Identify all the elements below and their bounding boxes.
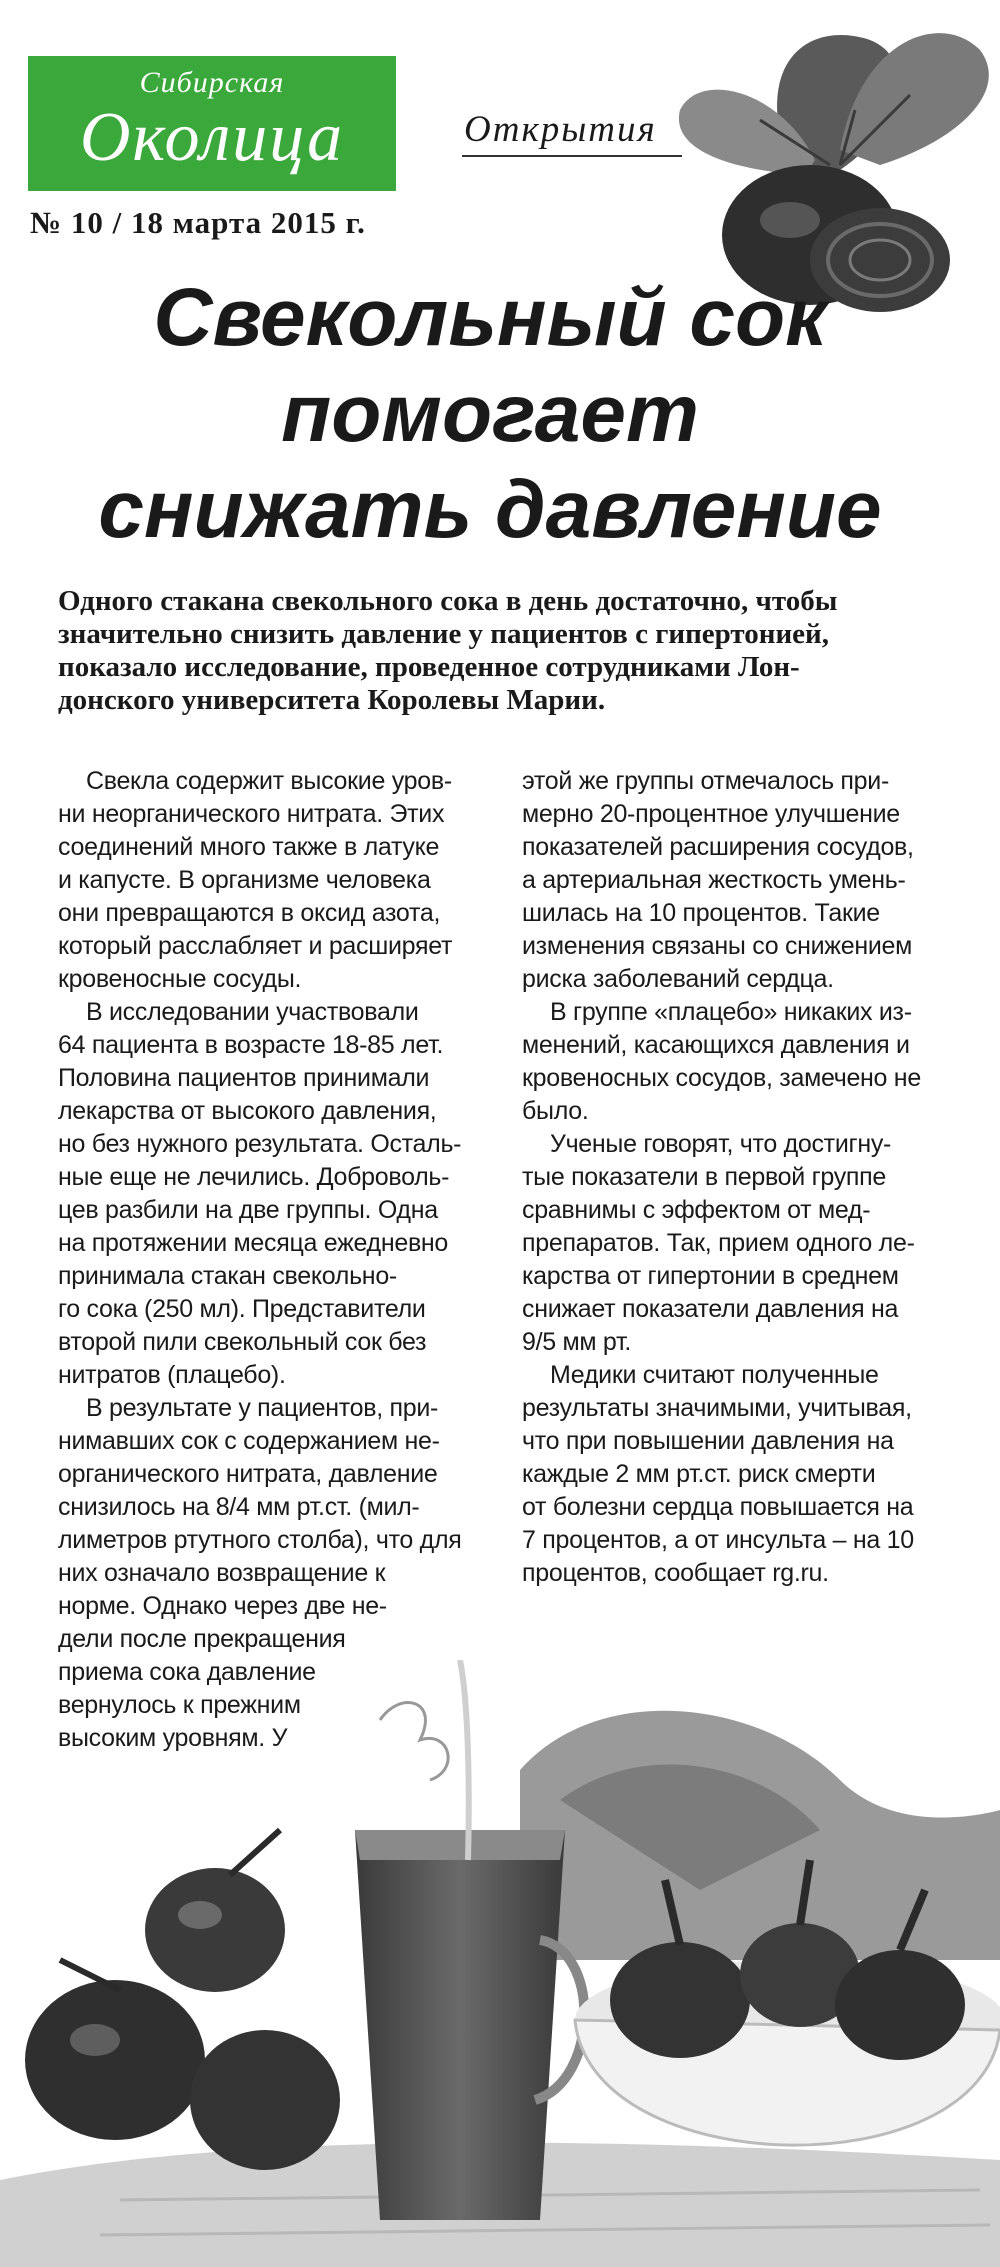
text-line: соединений много также в латуке: [58, 833, 440, 861]
text-line: сравнимы с эффектом от мед-: [522, 1196, 871, 1224]
text-line: Свекла содержит высокие уров-: [86, 767, 452, 795]
headline-line: помогает: [281, 368, 699, 459]
text-line: было.: [522, 1097, 589, 1125]
text-line: мерно 20-процентное улучшение: [522, 800, 900, 828]
text-line: лиметров ртутного столба), что для: [58, 1526, 462, 1554]
text-line: риска заболеваний сердца.: [522, 965, 834, 993]
text-line: второй пили свекольный сок без: [58, 1328, 427, 1356]
text-line: процентов, сообщает rg.ru.: [522, 1559, 829, 1587]
lead-line: донского университета Королевы Марии.: [58, 684, 606, 716]
text-line: цев разбили на две группы. Одна: [58, 1196, 438, 1224]
text-line: 7 процентов, а от инсульта – на 10: [522, 1526, 914, 1554]
text-line: нимавших сок с содержанием не-: [58, 1427, 440, 1455]
text-line: менений, касающихся давления и: [522, 1031, 910, 1059]
text-line: шилась на 10 процентов. Такие: [522, 899, 880, 927]
text-line: В группе «плацебо» никаких из-: [550, 998, 912, 1026]
text-line: высоким уровням. У: [58, 1724, 288, 1752]
text-line: нитратов (плацебо).: [58, 1361, 286, 1389]
text-line: изменения связаны со снижением: [522, 932, 912, 960]
logo-title: Околица: [79, 99, 345, 176]
beet-juice-photo: [0, 1660, 1000, 2267]
text-line: препаратов. Так, прием одного ле-: [522, 1229, 915, 1257]
article-column-left: [58, 765, 490, 1755]
text-line: Половина пациентов принимали: [58, 1064, 430, 1092]
lead-line: Одного стакана свекольного сока в день достаточно, чтобы: [58, 585, 838, 617]
text-line: снизилось на 8/4 мм рт.ст. (мил-: [58, 1493, 420, 1521]
text-line: снижает показатели давления на: [522, 1295, 899, 1323]
text-line: что при повышении давления на: [522, 1427, 894, 1455]
text-line: дели после прекращения: [58, 1625, 346, 1653]
text-line: на протяжении месяца ежедневно: [58, 1229, 449, 1257]
text-line: В исследовании участвовали: [86, 998, 419, 1026]
lead-line: показало исследование, проведенное сотрудниками Лон-: [58, 651, 800, 683]
text-line: кровеносных сосудов, замечено не: [522, 1064, 921, 1092]
text-line: лекарства от высокого давления,: [58, 1097, 437, 1125]
text-line: 64 пациента в возрасте 18-85 лет.: [58, 1031, 444, 1059]
text-line: каждые 2 мм рт.ст. риск смерти: [522, 1460, 876, 1488]
text-line: ные еще не лечились. Доброволь-: [58, 1163, 450, 1191]
text-line: го сока (250 мл). Представители: [58, 1295, 426, 1323]
text-line: В результате у пациентов, при-: [86, 1394, 439, 1422]
text-line: них означало возвращение к: [58, 1559, 386, 1587]
text-line: карства от гипертонии в среднем: [522, 1262, 899, 1290]
text-line: вернулось к прежним: [58, 1691, 301, 1719]
text-line: тые показатели в первой группе: [522, 1163, 886, 1191]
newspaper-logo: [28, 56, 396, 191]
text-line: а артериальная жесткость умень-: [522, 866, 906, 894]
text-line: показателей расширения сосудов,: [522, 833, 914, 861]
text-line: они превращаются в оксид азота,: [58, 899, 441, 927]
text-line: принимала стакан свекольно-: [58, 1262, 397, 1290]
text-line: норме. Однако через две не-: [58, 1592, 387, 1620]
article-column-right: [522, 765, 942, 1590]
headline-line: снижать давление: [98, 464, 882, 555]
text-line: от болезни сердца повышается на: [522, 1493, 914, 1521]
text-line: ни неорганического нитрата. Этих: [58, 800, 445, 828]
text-line: Медики считают полученные: [550, 1361, 879, 1389]
text-line: который расслабляет и расширяет: [58, 932, 453, 960]
text-line: органического нитрата, давление: [58, 1460, 438, 1488]
text-line: и капусте. В организме человека: [58, 866, 431, 894]
text-line: 9/5 мм рт.: [522, 1328, 631, 1356]
text-line: приема сока давление: [58, 1658, 316, 1686]
issue-date: № 10 / 18 марта 2015 г.: [30, 205, 366, 240]
lead-line: значительно снизить давление у пациентов с гипертонией,: [58, 618, 830, 650]
text-line: Ученые говорят, что достигну-: [550, 1130, 892, 1158]
article-lead: [58, 585, 938, 717]
text-line: кровеносные сосуды.: [58, 965, 302, 993]
text-line: но без нужного результата. Осталь-: [58, 1130, 462, 1158]
logo-subtitle: Сибирская: [139, 66, 285, 99]
text-line: этой же группы отмечалось при-: [522, 767, 889, 795]
article-headline: [40, 270, 940, 558]
section-rubric: Открытия: [464, 109, 657, 150]
headline-line: Свекольный сок: [153, 272, 827, 363]
text-line: результаты значимыми, учитывая,: [522, 1394, 912, 1422]
